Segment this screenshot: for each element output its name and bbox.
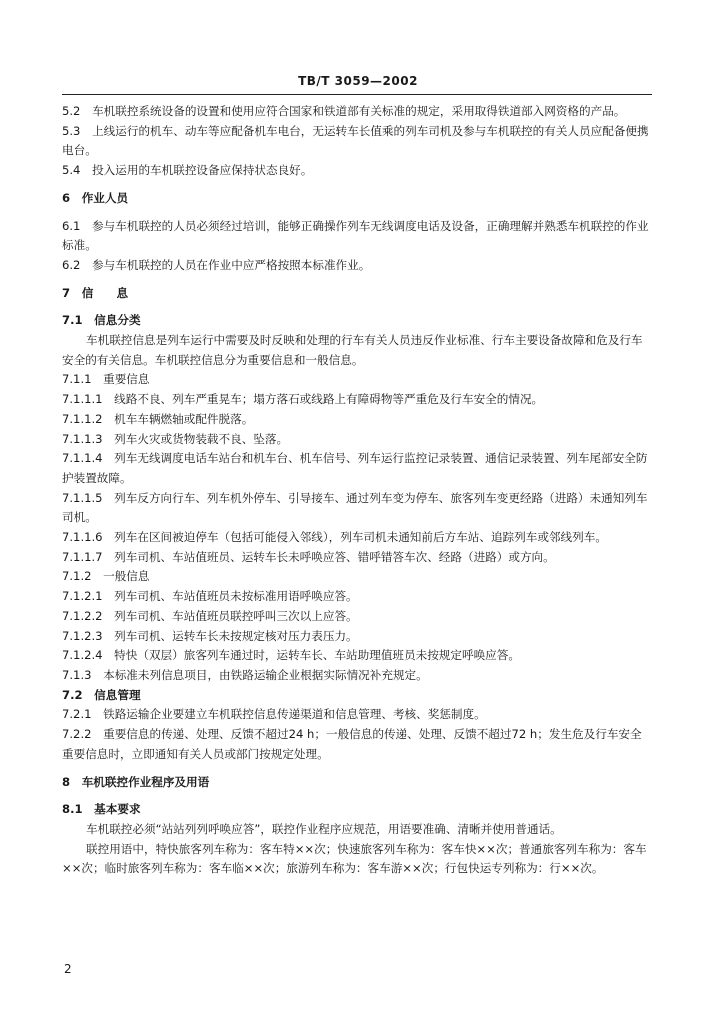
document-body	[62, 102, 652, 879]
clause-text: 车机联控系统设备的设置和使用应符合国家和铁道部有关标准的规定，采用取得铁道部入网资格的产品。	[92, 104, 626, 118]
clause-number: 7.1	[62, 313, 83, 328]
clause-text: 列车司机、车站值班员联控呼叫三次以上应答。	[114, 608, 358, 623]
clause-number: 7.1.1.7	[62, 549, 103, 564]
clause-item	[62, 489, 652, 528]
clause-number: 7.1.2.3	[62, 628, 103, 643]
clause-number: 7.1.3	[62, 667, 92, 682]
clause-number: 7.1.1.2	[62, 411, 103, 426]
clause-item	[62, 666, 652, 686]
clause-number: 7.1.2.1	[62, 589, 103, 604]
clause-item	[62, 567, 652, 587]
clause-item	[62, 528, 652, 548]
clause-text: 信 息	[81, 285, 129, 300]
clause-item	[62, 122, 652, 161]
subsection-heading	[62, 311, 652, 331]
clause-item	[62, 102, 652, 122]
clause-text: 本标准未列信息项目，由铁路运输企业根据实际情况补充规定。	[103, 667, 428, 682]
clause-number: 5.4	[62, 163, 81, 178]
clause-text: 车机联控必须“站站列列呼唤应答”，联控作业程序应规范，用语要准确、清晰并使用普通话。	[86, 821, 562, 836]
clause-item	[62, 161, 652, 181]
clause-number: 6	[62, 190, 71, 205]
section-heading	[62, 284, 652, 304]
clause-text: 车机联控作业程序及用语	[81, 774, 210, 789]
body-paragraph	[62, 840, 652, 879]
clause-item	[62, 256, 652, 276]
clause-text: 列车无线调度电话车站台和机车台、机车信号、列车运行监控记录装置、通信记录装置、列车尾部安全防护装置故障。	[62, 451, 648, 485]
clause-text: 信息分类	[94, 313, 141, 328]
body-paragraph	[62, 331, 652, 370]
header-rule	[62, 94, 652, 95]
clause-item	[62, 548, 652, 568]
clause-number: 7.1.1	[62, 372, 92, 387]
clause-item	[62, 449, 652, 488]
clause-number: 7.1.2.2	[62, 608, 103, 623]
body-paragraph	[62, 820, 652, 840]
clause-item	[62, 370, 652, 390]
clause-text: 铁路运输企业要建立车机联控信息传递渠道和信息管理、考核、奖惩制度。	[103, 707, 486, 722]
clause-item	[62, 390, 652, 410]
clause-number: 6.2	[62, 257, 81, 272]
clause-text: 联控用语中，特快旅客列车称为：客车特××次；快速旅客列车称为：客车快××次；普通旅客列车称为：客车××次；临时旅客列车称为：客车临××次；旅游列车称为：客车游××次；行包快运专列称为：行××次。	[62, 841, 647, 876]
clause-number: 7	[62, 285, 71, 300]
clause-number: 7.1.1.1	[62, 392, 103, 407]
clause-item	[62, 725, 652, 764]
clause-item	[62, 410, 652, 430]
standard-code-header: TB/T 3059—2002	[298, 74, 418, 88]
clause-text: 机车车辆燃轴或配件脱落。	[114, 411, 254, 426]
clause-number: 7.1.2.4	[62, 648, 103, 663]
clause-number: 8.1	[62, 802, 83, 817]
clause-number: 7.1.1.5	[62, 490, 103, 505]
section-heading	[62, 189, 652, 209]
section-heading	[62, 773, 652, 793]
clause-text: 列车司机、运转车长未按规定核对压力表压力。	[114, 628, 358, 643]
clause-number: 7.1.1.4	[62, 451, 103, 466]
clause-item	[62, 217, 652, 256]
clause-item	[62, 646, 652, 666]
clause-text: 作业人员	[81, 190, 129, 205]
clause-text: 重要信息	[103, 372, 150, 387]
clause-text: 信息管理	[94, 687, 141, 702]
clause-number: 8	[62, 774, 71, 789]
clause-number: 7.2.1	[62, 707, 92, 722]
clause-text: 列车火灾或货物装载不良、坠落。	[114, 431, 289, 446]
clause-text: 列车司机、车站值班员未按标准用语呼唤应答。	[114, 589, 358, 604]
clause-number: 6.1	[62, 218, 81, 233]
clause-item	[62, 430, 652, 450]
clause-text: 列车司机、车站值班员、运转车长未呼唤应答、错呼错答车次、经路（进路）或方向。	[114, 549, 555, 564]
clause-text: 列车在区间被迫停车（包括可能侵入邻线），列车司机未通知前后方车站、追踪列车或邻线列车。	[114, 530, 607, 545]
clause-number: 7.1.1.3	[62, 431, 103, 446]
clause-number: 7.2	[62, 687, 83, 702]
subsection-heading	[62, 686, 652, 706]
clause-number: 7.1.1.6	[62, 530, 103, 545]
clause-text: 线路不良、列车严重晃车；塌方落石或线路上有障碍物等严重危及行车安全的情况。	[114, 392, 544, 407]
clause-text: 特快（双层）旅客列车通过时，运转车长、车站助理值班员未按规定呼唤应答。	[114, 648, 520, 663]
subsection-heading	[62, 800, 652, 820]
clause-text: 基本要求	[94, 802, 141, 817]
clause-text: 一般信息	[103, 569, 150, 584]
clause-text: 列车反方向行车、列车机外停车、引导接车、通过列车变为停车、旅客列车变更经路（进路）未通知列车司机。	[62, 490, 648, 525]
clause-text: 参与车机联控的人员在作业中应严格按照本标准作业。	[92, 257, 371, 272]
clause-text: 重要信息的传递、处理、反馈不超过24 h；一般信息的传递、处理、反馈不超过72 h；发生危及行车安全重要信息时，立即通知有关人员或部门按规定处理。	[62, 727, 642, 761]
clause-number: 5.3	[62, 123, 81, 138]
clause-text: 车机联控信息是列车运行中需要及时反映和处理的行车有关人员违反作业标准、行车主要设备故障和危及行车安全的有关信息。车机联控信息分为重要信息和一般信息。	[62, 333, 643, 367]
clause-item	[62, 587, 652, 607]
clause-item	[62, 705, 652, 725]
clause-text: 参与车机联控的人员必须经过培训，能够正确操作列车无线调度电话及设备，正确理解并熟悉车机联控的作业标准。	[62, 218, 649, 253]
clause-text: 上线运行的机车、动车等应配备机车电台，无运转车长值乘的列车司机及参与车机联控的有关人员应配备便携电台。	[62, 123, 649, 158]
clause-item	[62, 627, 652, 647]
clause-number: 7.2.2	[62, 727, 92, 742]
clause-text: 投入运用的车机联控设备应保持状态良好。	[92, 163, 313, 178]
clause-number: 7.1.2	[62, 569, 92, 584]
page-number: 2	[64, 962, 72, 976]
clause-item	[62, 607, 652, 627]
clause-number: 5.2	[62, 104, 81, 118]
